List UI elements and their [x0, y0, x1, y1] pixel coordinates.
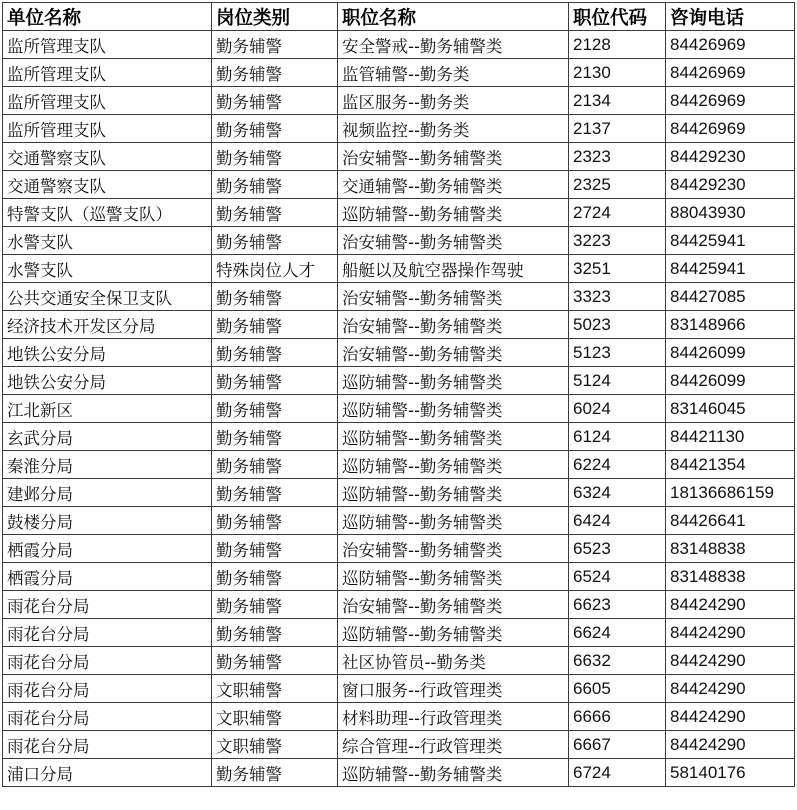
table-row — [3, 31, 795, 59]
position-name-cell: 交通辅警--勤务辅警类 — [338, 171, 569, 199]
phone-cell: 84425941 — [666, 227, 795, 255]
table-row — [3, 227, 795, 255]
table-row — [3, 171, 795, 199]
position-name-cell: 治安辅警--勤务辅警类 — [338, 283, 569, 311]
phone-cell: 58140176 — [666, 759, 795, 787]
phone-cell: 83148966 — [666, 311, 795, 339]
table-header — [3, 3, 795, 31]
table-row — [3, 703, 795, 731]
position-name-cell: 安全警戒--勤务辅警类 — [338, 31, 569, 59]
header-phone: 咨询电话 — [666, 3, 795, 31]
position-code-cell: 5123 — [569, 339, 666, 367]
position-code-cell: 2137 — [569, 115, 666, 143]
unit-name-cell: 雨花台分局 — [3, 591, 212, 619]
post-category-cell: 勤务辅警 — [212, 115, 338, 143]
unit-name-cell: 鼓楼分局 — [3, 507, 212, 535]
phone-cell: 84424290 — [666, 619, 795, 647]
position-name-cell: 巡防辅警--勤务辅警类 — [338, 451, 569, 479]
phone-cell: 84426969 — [666, 59, 795, 87]
post-category-cell: 勤务辅警 — [212, 59, 338, 87]
unit-name-cell: 监所管理支队 — [3, 87, 212, 115]
post-category-cell: 勤务辅警 — [212, 227, 338, 255]
header-position-name: 职位名称 — [338, 3, 569, 31]
position-code-cell: 2134 — [569, 87, 666, 115]
unit-name-cell: 监所管理支队 — [3, 59, 212, 87]
positions-table — [2, 2, 795, 787]
position-code-cell: 6324 — [569, 479, 666, 507]
phone-cell: 84429230 — [666, 171, 795, 199]
phone-cell: 84421354 — [666, 451, 795, 479]
position-name-cell: 治安辅警--勤务辅警类 — [338, 143, 569, 171]
position-code-cell: 6666 — [569, 703, 666, 731]
position-code-cell: 6523 — [569, 535, 666, 563]
post-category-cell: 勤务辅警 — [212, 283, 338, 311]
table-row — [3, 619, 795, 647]
header-row — [3, 3, 795, 31]
phone-cell: 84426969 — [666, 87, 795, 115]
unit-name-cell: 监所管理支队 — [3, 31, 212, 59]
post-category-cell: 勤务辅警 — [212, 339, 338, 367]
table-row — [3, 255, 795, 283]
post-category-cell: 勤务辅警 — [212, 143, 338, 171]
position-code-cell: 2128 — [569, 31, 666, 59]
position-name-cell: 视频监控--勤务类 — [338, 115, 569, 143]
table-row — [3, 199, 795, 227]
phone-cell: 88043930 — [666, 199, 795, 227]
table-row — [3, 283, 795, 311]
position-name-cell: 监区服务--勤务类 — [338, 87, 569, 115]
table-row — [3, 59, 795, 87]
header-position-code: 职位代码 — [569, 3, 666, 31]
table-row — [3, 731, 795, 759]
position-name-cell: 综合管理--行政管理类 — [338, 731, 569, 759]
position-name-cell: 巡防辅警--勤务辅警类 — [338, 395, 569, 423]
table-row — [3, 395, 795, 423]
position-name-cell: 监管辅警--勤务类 — [338, 59, 569, 87]
post-category-cell: 勤务辅警 — [212, 647, 338, 675]
phone-cell: 84429230 — [666, 143, 795, 171]
unit-name-cell: 浦口分局 — [3, 759, 212, 787]
post-category-cell: 勤务辅警 — [212, 87, 338, 115]
position-name-cell: 材料助理--行政管理类 — [338, 703, 569, 731]
position-name-cell: 巡防辅警--勤务辅警类 — [338, 367, 569, 395]
table-row — [3, 647, 795, 675]
post-category-cell: 勤务辅警 — [212, 591, 338, 619]
unit-name-cell: 栖霞分局 — [3, 563, 212, 591]
position-code-cell: 6124 — [569, 423, 666, 451]
unit-name-cell: 栖霞分局 — [3, 535, 212, 563]
post-category-cell: 勤务辅警 — [212, 563, 338, 591]
table-row — [3, 115, 795, 143]
header-unit-name: 单位名称 — [3, 3, 212, 31]
position-code-cell: 2323 — [569, 143, 666, 171]
position-name-cell: 社区协管员--勤务类 — [338, 647, 569, 675]
position-code-cell: 2724 — [569, 199, 666, 227]
position-code-cell: 6632 — [569, 647, 666, 675]
position-code-cell: 3223 — [569, 227, 666, 255]
unit-name-cell: 雨花台分局 — [3, 619, 212, 647]
post-category-cell: 勤务辅警 — [212, 479, 338, 507]
post-category-cell: 勤务辅警 — [212, 31, 338, 59]
post-category-cell: 勤务辅警 — [212, 171, 338, 199]
phone-cell: 84426969 — [666, 31, 795, 59]
position-name-cell: 治安辅警--勤务辅警类 — [338, 227, 569, 255]
post-category-cell: 文职辅警 — [212, 731, 338, 759]
post-category-cell: 勤务辅警 — [212, 367, 338, 395]
post-category-cell: 勤务辅警 — [212, 423, 338, 451]
table-row — [3, 591, 795, 619]
position-code-cell: 6623 — [569, 591, 666, 619]
table-row — [3, 675, 795, 703]
position-code-cell: 3251 — [569, 255, 666, 283]
header-post-category: 岗位类别 — [212, 3, 338, 31]
table-row — [3, 451, 795, 479]
table-row — [3, 339, 795, 367]
position-code-cell: 6424 — [569, 507, 666, 535]
position-code-cell: 6624 — [569, 619, 666, 647]
phone-cell: 84424290 — [666, 675, 795, 703]
table-row — [3, 507, 795, 535]
position-code-cell: 6024 — [569, 395, 666, 423]
position-name-cell: 窗口服务--行政管理类 — [338, 675, 569, 703]
position-code-cell: 5023 — [569, 311, 666, 339]
table-row — [3, 423, 795, 451]
phone-cell: 84427085 — [666, 283, 795, 311]
post-category-cell: 勤务辅警 — [212, 759, 338, 787]
phone-cell: 84424290 — [666, 647, 795, 675]
unit-name-cell: 交通警察支队 — [3, 143, 212, 171]
phone-cell: 83148838 — [666, 535, 795, 563]
position-code-cell: 6224 — [569, 451, 666, 479]
unit-name-cell: 水警支队 — [3, 255, 212, 283]
table-row — [3, 759, 795, 787]
position-code-cell: 2130 — [569, 59, 666, 87]
phone-cell: 84424290 — [666, 703, 795, 731]
position-name-cell: 巡防辅警--勤务辅警类 — [338, 563, 569, 591]
phone-cell: 18136686159 — [666, 479, 795, 507]
position-code-cell: 6667 — [569, 731, 666, 759]
phone-cell: 84424290 — [666, 731, 795, 759]
position-name-cell: 巡防辅警--勤务辅警类 — [338, 199, 569, 227]
position-code-cell: 3323 — [569, 283, 666, 311]
position-name-cell: 巡防辅警--勤务辅警类 — [338, 619, 569, 647]
post-category-cell: 文职辅警 — [212, 675, 338, 703]
table-row — [3, 479, 795, 507]
unit-name-cell: 玄武分局 — [3, 423, 212, 451]
unit-name-cell: 公共交通安全保卫支队 — [3, 283, 212, 311]
position-name-cell: 船艇以及航空器操作驾驶 — [338, 255, 569, 283]
unit-name-cell: 雨花台分局 — [3, 647, 212, 675]
phone-cell: 84426969 — [666, 115, 795, 143]
position-name-cell: 巡防辅警--勤务辅警类 — [338, 759, 569, 787]
phone-cell: 84426099 — [666, 339, 795, 367]
unit-name-cell: 雨花台分局 — [3, 731, 212, 759]
table-row — [3, 367, 795, 395]
position-name-cell: 治安辅警--勤务辅警类 — [338, 339, 569, 367]
position-name-cell: 治安辅警--勤务辅警类 — [338, 535, 569, 563]
phone-cell: 84425941 — [666, 255, 795, 283]
phone-cell: 84421130 — [666, 423, 795, 451]
post-category-cell: 勤务辅警 — [212, 199, 338, 227]
position-code-cell: 6524 — [569, 563, 666, 591]
unit-name-cell: 秦淮分局 — [3, 451, 212, 479]
post-category-cell: 文职辅警 — [212, 703, 338, 731]
unit-name-cell: 雨花台分局 — [3, 675, 212, 703]
phone-cell: 83146045 — [666, 395, 795, 423]
post-category-cell: 勤务辅警 — [212, 395, 338, 423]
post-category-cell: 勤务辅警 — [212, 535, 338, 563]
unit-name-cell: 水警支队 — [3, 227, 212, 255]
table-row — [3, 311, 795, 339]
position-name-cell: 巡防辅警--勤务辅警类 — [338, 423, 569, 451]
unit-name-cell: 特警支队（巡警支队） — [3, 199, 212, 227]
unit-name-cell: 江北新区 — [3, 395, 212, 423]
post-category-cell: 特殊岗位人才 — [212, 255, 338, 283]
position-code-cell: 6605 — [569, 675, 666, 703]
post-category-cell: 勤务辅警 — [212, 619, 338, 647]
table-row — [3, 535, 795, 563]
table-row — [3, 143, 795, 171]
table-body — [3, 31, 795, 787]
table-row — [3, 563, 795, 591]
position-code-cell: 2325 — [569, 171, 666, 199]
position-name-cell: 治安辅警--勤务辅警类 — [338, 311, 569, 339]
phone-cell: 84426641 — [666, 507, 795, 535]
position-name-cell: 治安辅警--勤务辅警类 — [338, 591, 569, 619]
unit-name-cell: 监所管理支队 — [3, 115, 212, 143]
phone-cell: 83148838 — [666, 563, 795, 591]
post-category-cell: 勤务辅警 — [212, 311, 338, 339]
position-code-cell: 6724 — [569, 759, 666, 787]
unit-name-cell: 交通警察支队 — [3, 171, 212, 199]
phone-cell: 84424290 — [666, 591, 795, 619]
position-name-cell: 巡防辅警--勤务辅警类 — [338, 479, 569, 507]
post-category-cell: 勤务辅警 — [212, 451, 338, 479]
unit-name-cell: 雨花台分局 — [3, 703, 212, 731]
unit-name-cell: 建邺分局 — [3, 479, 212, 507]
post-category-cell: 勤务辅警 — [212, 507, 338, 535]
unit-name-cell: 地铁公安分局 — [3, 339, 212, 367]
position-code-cell: 5124 — [569, 367, 666, 395]
unit-name-cell: 地铁公安分局 — [3, 367, 212, 395]
position-name-cell: 巡防辅警--勤务辅警类 — [338, 507, 569, 535]
unit-name-cell: 经济技术开发区分局 — [3, 311, 212, 339]
table-row — [3, 87, 795, 115]
phone-cell: 84426099 — [666, 367, 795, 395]
